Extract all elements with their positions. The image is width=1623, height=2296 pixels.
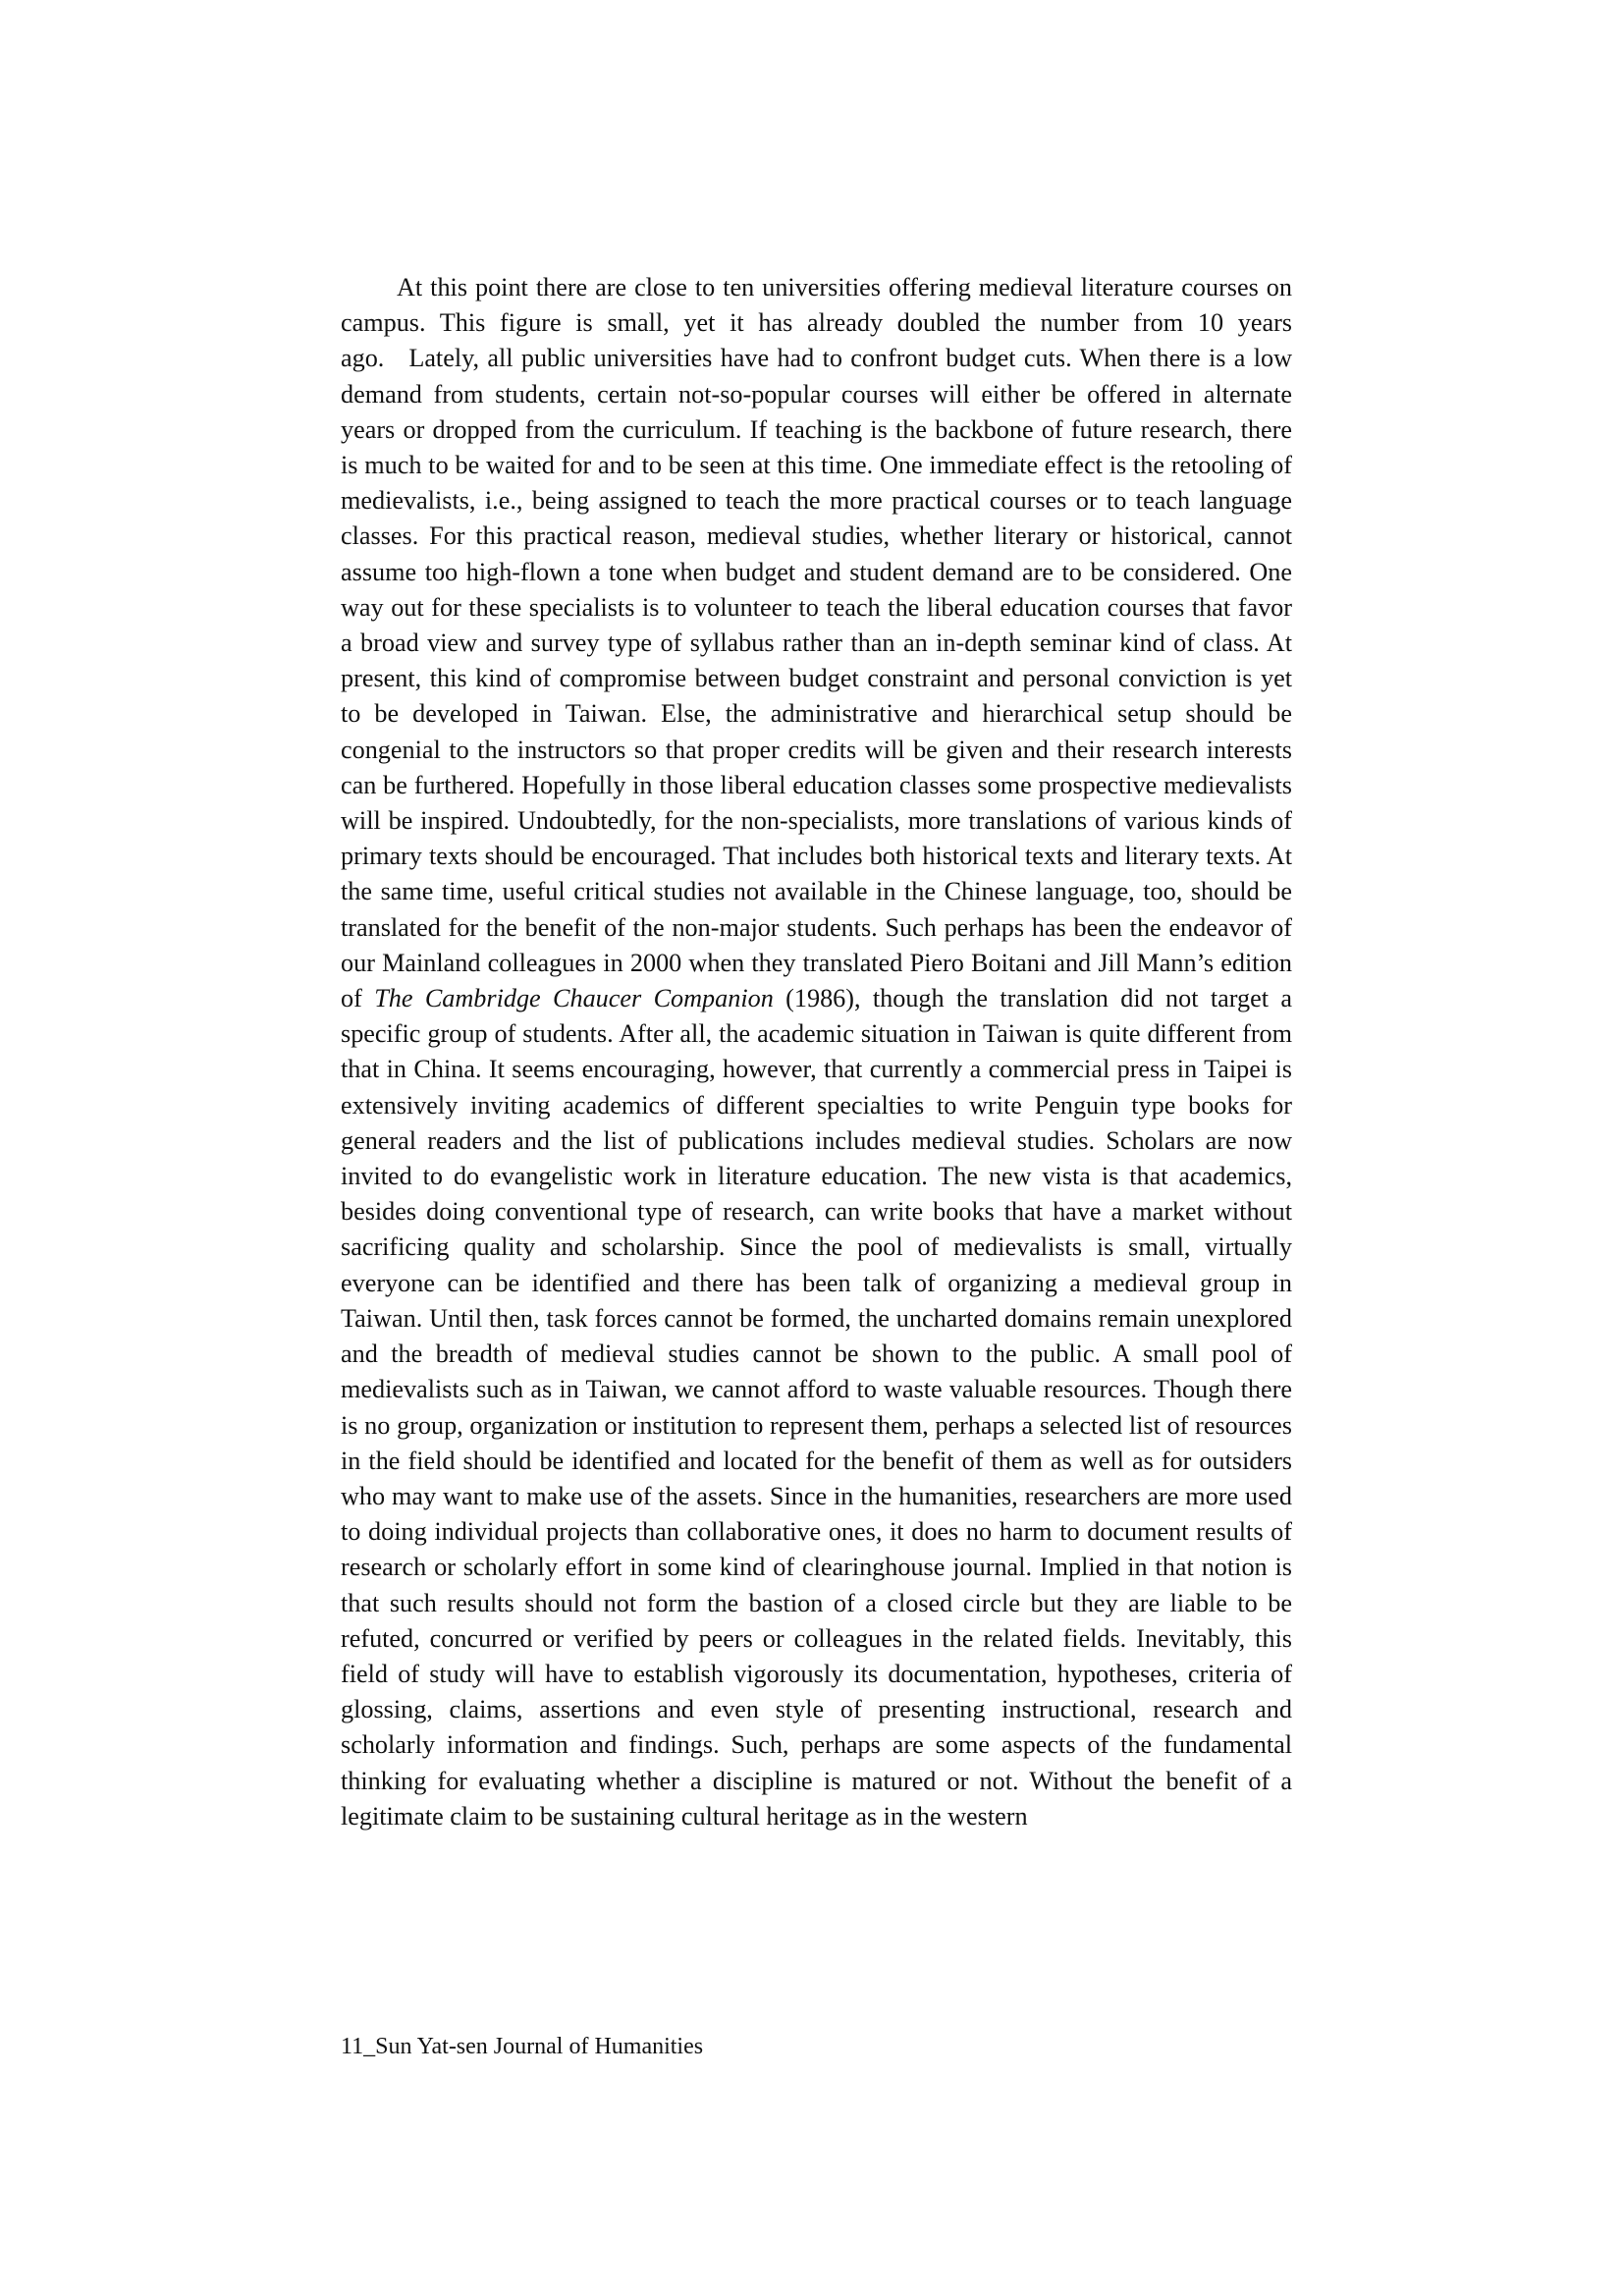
page-footer: 11_Sun Yat-sen Journal of Humanities	[341, 2034, 704, 2059]
body-text	[341, 270, 1292, 1834]
paragraph-text-end: (1986), though the translation did not target a specific group of students. After all, the academic situation in Taiwan is quite different from that in China. It seems encouraging, however, that currently a commercial press in Taipei is extensively inviting academics of different specialties to write Penguin type books for general readers and the list of publications includes medieval studies. Scholars are now invited to do evangelistic work in literature education. The new vista is that academics, besides doing conventional type of research, can write books that have a market without sacrificing quality and scholarship. Since the pool of medievalists is small, virtually everyone can be identified and there has been talk of organizing a medieval group in Taiwan. Until then, task forces cannot be formed, the uncharted domains remain unexplored and the breadth of medieval studies cannot be shown to the public. A small pool of medievalists such as in Taiwan, we cannot afford to waste valuable resources. Though there is no group, organization or institution to represent them, perhaps a selected list of resources in the field should be identified and located for the benefit of them as well as for outsiders who may want to make use of the assets. Since in the humanities, researchers are more used to doing individual projects than collaborative ones, it does no harm to document results of research or scholarly effort in some kind of clearinghouse journal. Implied in that notion is that such results should not form the bastion of a closed circle but they are liable to be refuted, concurred or verified by peers or colleagues in the related fields. Inevitably, this field of study will have to establish vigorously its documentation, hypotheses, criteria of glossing, claims, assertions and even style of presenting instructional, research and scholarly information and findings. Such, perhaps are some aspects of the fundamental thinking for evaluating whether a discipline is matured or not. Without the benefit of a legitimate claim to be sustaining cultural heritage as in the western	[341, 984, 1292, 1831]
paragraph	[341, 270, 1292, 1834]
book-title: The Cambridge Chaucer Companion	[374, 984, 774, 1013]
paragraph-text-start: At this point there are close to ten universities offering medieval literature courses on campus. This figure is small, yet it has already doubled the number from 10 years ago. Lately, all public universities have had to confront budget cuts. When there is a low demand from students, certain not-so-popular courses will either be offered in alternate years or dropped from the curriculum. If teaching is the backbone of future research, there is much to be waited for and to be seen at this time. One immediate effect is the retooling of medievalists, i.e., being assigned to teach the more practical courses or to teach language classes. For this practical reason, medieval studies, whether literary or historical, cannot assume too high-flown a tone when budget and student demand are to be considered. One way out for these specialists is to volunteer to teach the liberal education courses that favor a broad view and survey type of syllabus rather than an in-depth seminar kind of class. At present, this kind of compromise between budget constraint and personal conviction is yet to be developed in Taiwan. Else, the administrative and hierarchical setup should be congenial to the instructors so that proper credits will be given and their research interests can be furthered. Hopefully in those liberal education classes some prospective medievalists will be inspired. Undoubtedly, for the non-specialists, more translations of various kinds of primary texts should be encouraged. That includes both historical texts and literary texts. At the same time, useful critical studies not available in the Chinese language, too, should be translated for the benefit of the non-major students. Such perhaps has been the endeavor of our Mainland colleagues in 2000 when they translated Piero Boitani and Jill Mann’s edition of	[341, 273, 1292, 1013]
